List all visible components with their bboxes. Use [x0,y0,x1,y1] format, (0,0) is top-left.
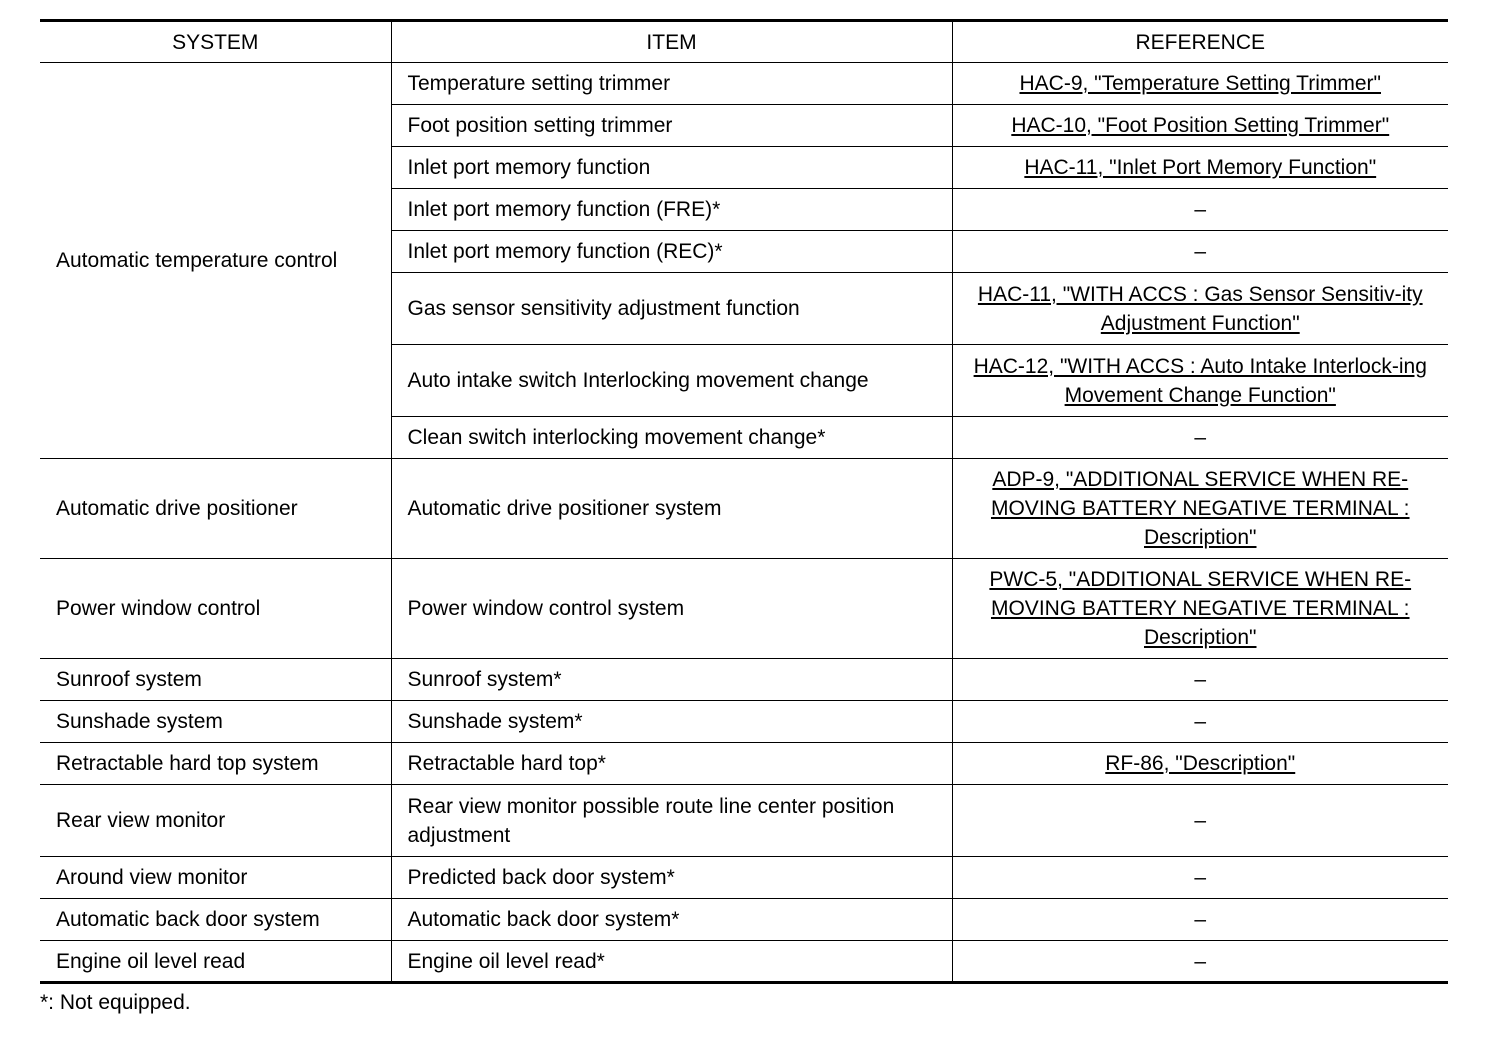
system-cell: Engine oil level read [40,941,391,983]
table-row [40,857,1448,899]
item-cell: Sunroof system* [391,659,952,701]
reference-link[interactable]: PWC-5, "ADDITIONAL SERVICE WHEN RE-MOVING BATTERY NEGATIVE TERMINAL : Description" [989,568,1412,649]
item-cell: Predicted back door system* [391,857,952,899]
table-row [40,701,1448,743]
item-cell: Engine oil level read* [391,941,952,983]
header-system: SYSTEM [40,21,391,63]
system-cell: Sunshade system [40,701,391,743]
table-row [40,659,1448,701]
system-cell: Retractable hard top system [40,743,391,785]
reference-link[interactable]: RF-86, "Description" [1105,752,1296,775]
system-cell: Power window control [40,559,391,659]
item-cell: Automatic back door system* [391,899,952,941]
item-cell: Foot position setting trimmer [391,105,952,147]
item-cell: Auto intake switch Interlocking movement change [391,345,952,417]
item-cell: Retractable hard top* [391,743,952,785]
item-cell: Inlet port memory function [391,147,952,189]
system-cell: Automatic temperature control [40,63,391,459]
reference-cell: – [952,417,1448,459]
reference-link[interactable]: HAC-12, "WITH ACCS : Auto Intake Interlock-ing Movement Change Function" [973,354,1427,407]
reference-cell [952,743,1448,785]
item-cell: Inlet port memory function (FRE)* [391,189,952,231]
item-cell: Clean switch interlocking movement change* [391,417,952,459]
table-row [40,63,1448,105]
header-item: ITEM [391,21,952,63]
reference-cell [952,345,1448,417]
system-cell: Sunroof system [40,659,391,701]
header-reference: REFERENCE [952,21,1448,63]
reference-cell: – [952,231,1448,273]
reference-cell [952,105,1448,147]
table-row [40,941,1448,983]
table-row [40,559,1448,659]
reference-cell: – [952,785,1448,857]
reference-cell: – [952,899,1448,941]
reference-cell [952,63,1448,105]
reference-link[interactable]: ADP-9, "ADDITIONAL SERVICE WHEN RE-MOVING BATTERY NEGATIVE TERMINAL : Description" [990,468,1410,549]
system-cell: Automatic drive positioner [40,459,391,559]
table-row [40,785,1448,857]
footnote: *: Not equipped. [40,991,191,1014]
spec-sheet [40,19,1448,1017]
table-header-row [40,21,1448,63]
reference-link[interactable]: HAC-9, "Temperature Setting Trimmer" [1019,72,1381,95]
item-cell: Automatic drive positioner system [391,459,952,559]
reference-cell: – [952,659,1448,701]
item-cell: Inlet port memory function (REC)* [391,231,952,273]
reference-cell: – [952,857,1448,899]
reference-cell [952,459,1448,559]
reference-cell [952,559,1448,659]
reference-cell: – [952,701,1448,743]
system-cell: Around view monitor [40,857,391,899]
reference-link[interactable]: HAC-11, "Inlet Port Memory Function" [1024,156,1377,179]
table-row [40,459,1448,559]
item-cell: Gas sensor sensitivity adjustment function [391,273,952,345]
reference-link[interactable]: HAC-11, "WITH ACCS : Gas Sensor Sensitiv-ity Adjustment Function" [977,282,1423,335]
system-cell: Rear view monitor [40,785,391,857]
reference-cell: – [952,941,1448,983]
table-row [40,743,1448,785]
system-cell: Automatic back door system [40,899,391,941]
function-reference-table [40,19,1448,984]
item-cell: Rear view monitor possible route line center position adjustment [391,785,952,857]
item-cell: Power window control system [391,559,952,659]
reference-cell: – [952,189,1448,231]
reference-cell [952,147,1448,189]
item-cell: Sunshade system* [391,701,952,743]
reference-cell [952,273,1448,345]
item-cell: Temperature setting trimmer [391,63,952,105]
table-row [40,899,1448,941]
reference-link[interactable]: HAC-10, "Foot Position Setting Trimmer" [1011,114,1390,137]
